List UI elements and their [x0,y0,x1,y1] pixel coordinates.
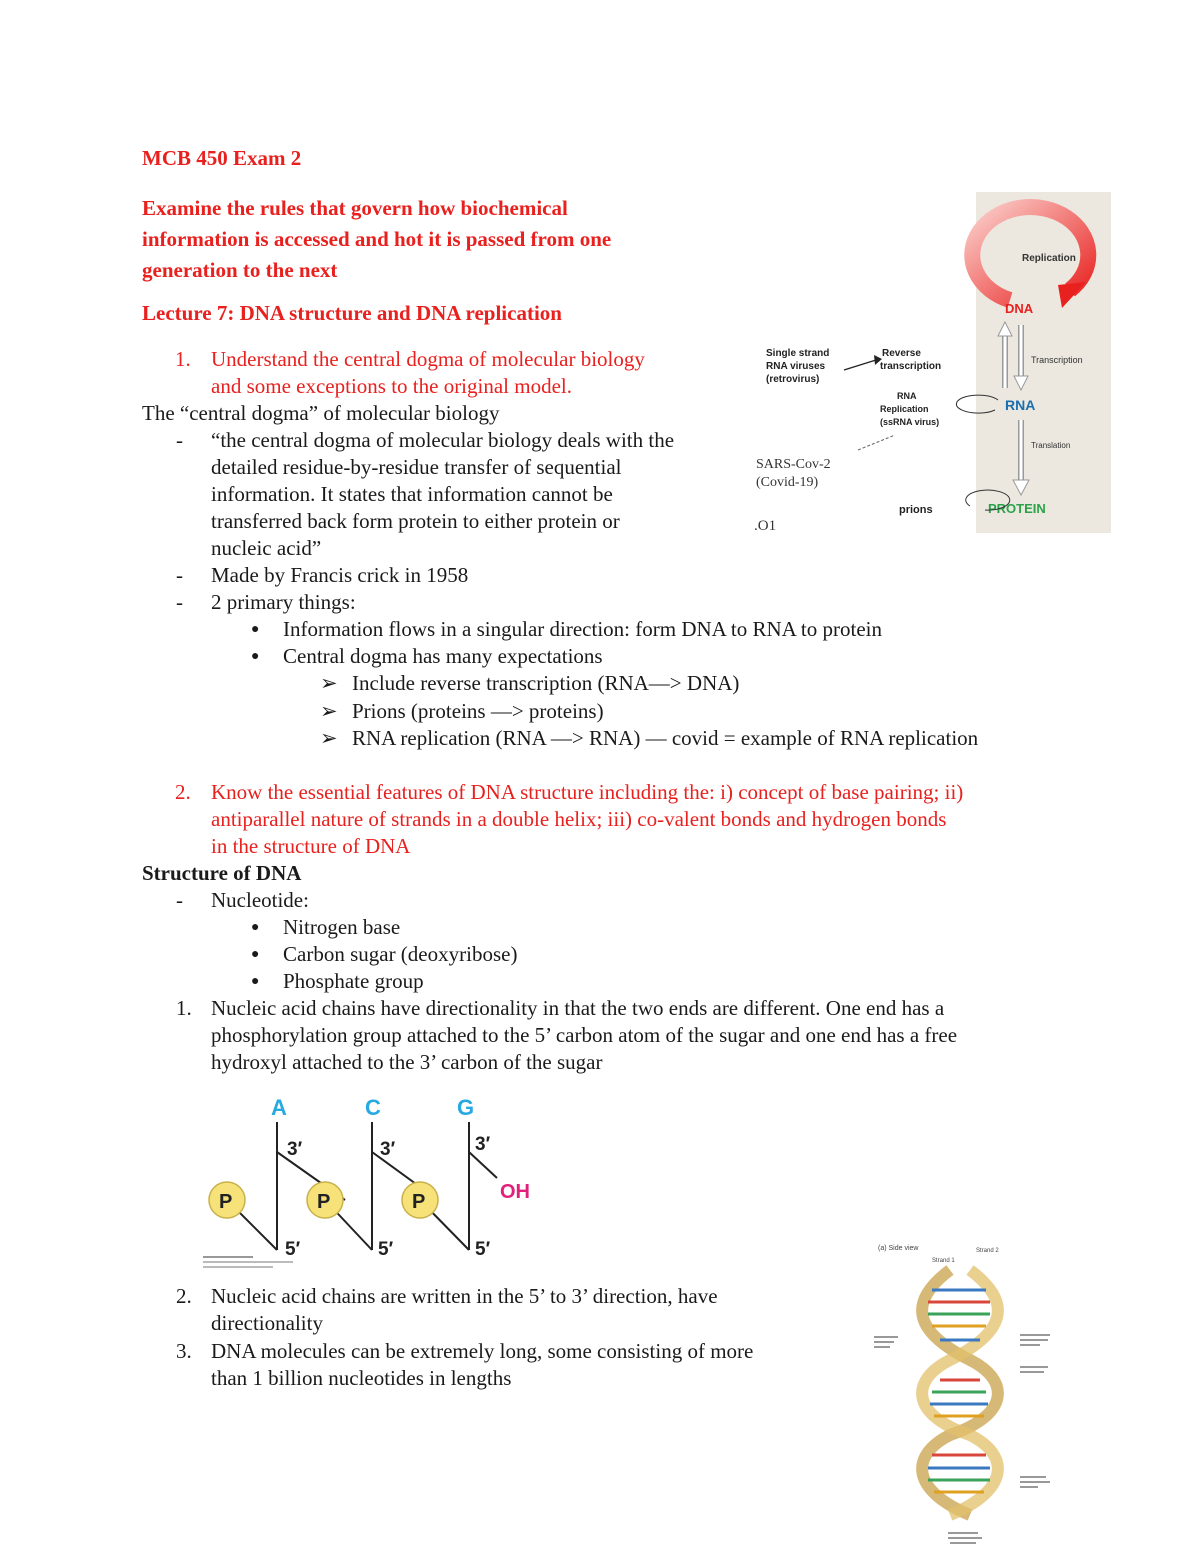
bullet-text: Central dogma has many expectations [283,644,603,668]
base-a-label: A [271,1095,287,1120]
arrow-text: RNA replication (RNA —> RNA) — covid = example of RNA replication [352,726,979,750]
single-strand-label: (retrovirus) [766,374,820,385]
item-line: Nucleic acid chains are written in the 5’ to 3’ direction, have [211,1284,718,1308]
rna-label: RNA [1005,397,1036,413]
central-dogma-diagram [740,190,1120,535]
replication-label: Replication [1022,253,1076,264]
goal-line: Understand the central dogma of molecular biology [211,347,645,371]
bullet-icon: ● [251,622,260,637]
item-line: directionality [211,1311,323,1335]
replication-arrowhead-icon [1058,282,1086,308]
goal-line: Know the essential features of DNA structure including the: i) concept of base pairing; ii) [211,780,964,804]
bullet-icon: ● [251,920,260,935]
helix-title: (a) Side view [878,1245,919,1252]
item-number: 2. [176,1284,192,1308]
base-g-label: G [457,1095,475,1120]
dash-marker: - [176,563,183,587]
bullet-icon: ● [251,649,260,664]
protein-label: PROTEIN [988,501,1046,516]
oh-label: OH [500,1181,530,1203]
item-text [211,995,957,1076]
prions-label: prions [899,504,933,516]
item-line: hydroxyl attached to the 3’ carbon of the sugar [211,1050,603,1074]
rna-replication-label: RNA [897,391,917,401]
lecture-heading: Lecture 7: DNA structure and DNA replication [142,301,562,325]
reverse-label: transcription [880,361,942,372]
phosphate-label: P [317,1191,331,1213]
bullet-text: Phosphate group [283,969,424,993]
base-c-label: C [365,1095,381,1120]
quote-line: “the central dogma of molecular biology deals with the [211,428,675,452]
goal-line: in the structure of DNA [211,834,411,858]
item-number: 3. [176,1339,192,1363]
goal-text [211,779,963,860]
phosphate-label: P [412,1191,426,1213]
objective-block [142,193,611,286]
quote-line: transferred back form protein to either protein or [211,509,620,533]
quote-line: information. It states that information cannot be [211,482,613,506]
objective-line: information is accessed and hot it is passed from one [142,227,612,251]
bullet-icon: ● [251,947,260,962]
item-text [211,1283,718,1337]
sars-label: (Covid-19) [756,475,819,490]
primary-text: 2 primary things: [211,590,356,614]
quote-line: detailed residue-by-residue transfer of sequential [211,455,622,479]
arrow-bullet-icon: ➢ [320,726,338,750]
goal-line: and some exceptions to the original model. [211,374,572,398]
single-strand-label: RNA viruses [766,361,826,372]
sars-label: SARS-Cov-2 [756,457,831,472]
strand1-label: Strand 1 [932,1258,955,1264]
rna-replication-label: Replication [880,404,929,414]
transcription-label: Transcription [1031,355,1083,365]
double-helix-diagram [870,1240,1060,1553]
dash-marker: - [176,428,183,452]
made-by-text: Made by Francis crick in 1958 [211,563,469,587]
goal-number: 1. [175,347,191,371]
o1-label: .O1 [754,518,777,534]
objective-line: generation to the next [142,258,338,282]
reverse-label: Reverse [882,348,921,359]
document-title: MCB 450 Exam 2 [142,146,302,170]
strand2-label: Strand 2 [976,1248,999,1254]
quote-line: nucleic acid” [211,536,322,560]
bullet-icon: ● [251,974,260,989]
dogma-quote [211,427,674,562]
bullet-text: Carbon sugar (deoxyribose) [283,942,518,966]
phosphate-label: P [219,1191,233,1213]
goal-text [211,346,645,400]
five-prime-label: 5′ [475,1239,491,1260]
nucleotide-chain-diagram [195,1090,545,1280]
arrow-text: Prions (proteins —> proteins) [352,699,604,723]
item-line: than 1 billion nucleotides in lengths [211,1366,512,1390]
five-prime-label: 5′ [378,1239,394,1260]
goal-number: 2. [175,780,191,804]
arrow-bullet-icon: ➢ [320,699,338,723]
bullet-text: Nitrogen base [283,915,401,939]
three-prime-label: 3′ [287,1139,303,1160]
goal-line: antiparallel nature of strands in a double helix; iii) co-valent bonds and hydrogen bonds [211,807,947,831]
rna-replication-label: (ssRNA virus) [880,417,940,427]
dogma-subtitle: The “central dogma” of molecular biology [142,401,500,425]
bullet-text: Information flows in a singular direction: form DNA to RNA to protein [283,617,882,641]
arrow-text: Include reverse transcription (RNA—> DNA) [352,671,740,695]
item-text [211,1338,753,1392]
five-prime-label: 5′ [285,1239,301,1260]
item-number: 1. [176,996,192,1020]
dna-label: DNA [1005,301,1034,316]
arrow-bullet-icon: ➢ [320,671,338,695]
nucleotide-text: Nucleotide: [211,888,309,912]
translation-label: Translation [1031,441,1071,450]
objective-line: Examine the rules that govern how biochemical [142,196,568,220]
single-strand-label: Single strand [766,348,830,359]
item-line: Nucleic acid chains have directionality in that the two ends are different. One end has a [211,996,945,1020]
three-prime-label: 3′ [475,1134,491,1155]
three-prime-label: 3′ [380,1139,396,1160]
dash-marker: - [176,888,183,912]
structure-heading: Structure of DNA [142,861,302,885]
item-line: DNA molecules can be extremely long, some consisting of more [211,1339,754,1363]
dash-marker: - [176,590,183,614]
item-line: phosphorylation group attached to the 5’ carbon atom of the sugar and one end has a free [211,1023,958,1047]
